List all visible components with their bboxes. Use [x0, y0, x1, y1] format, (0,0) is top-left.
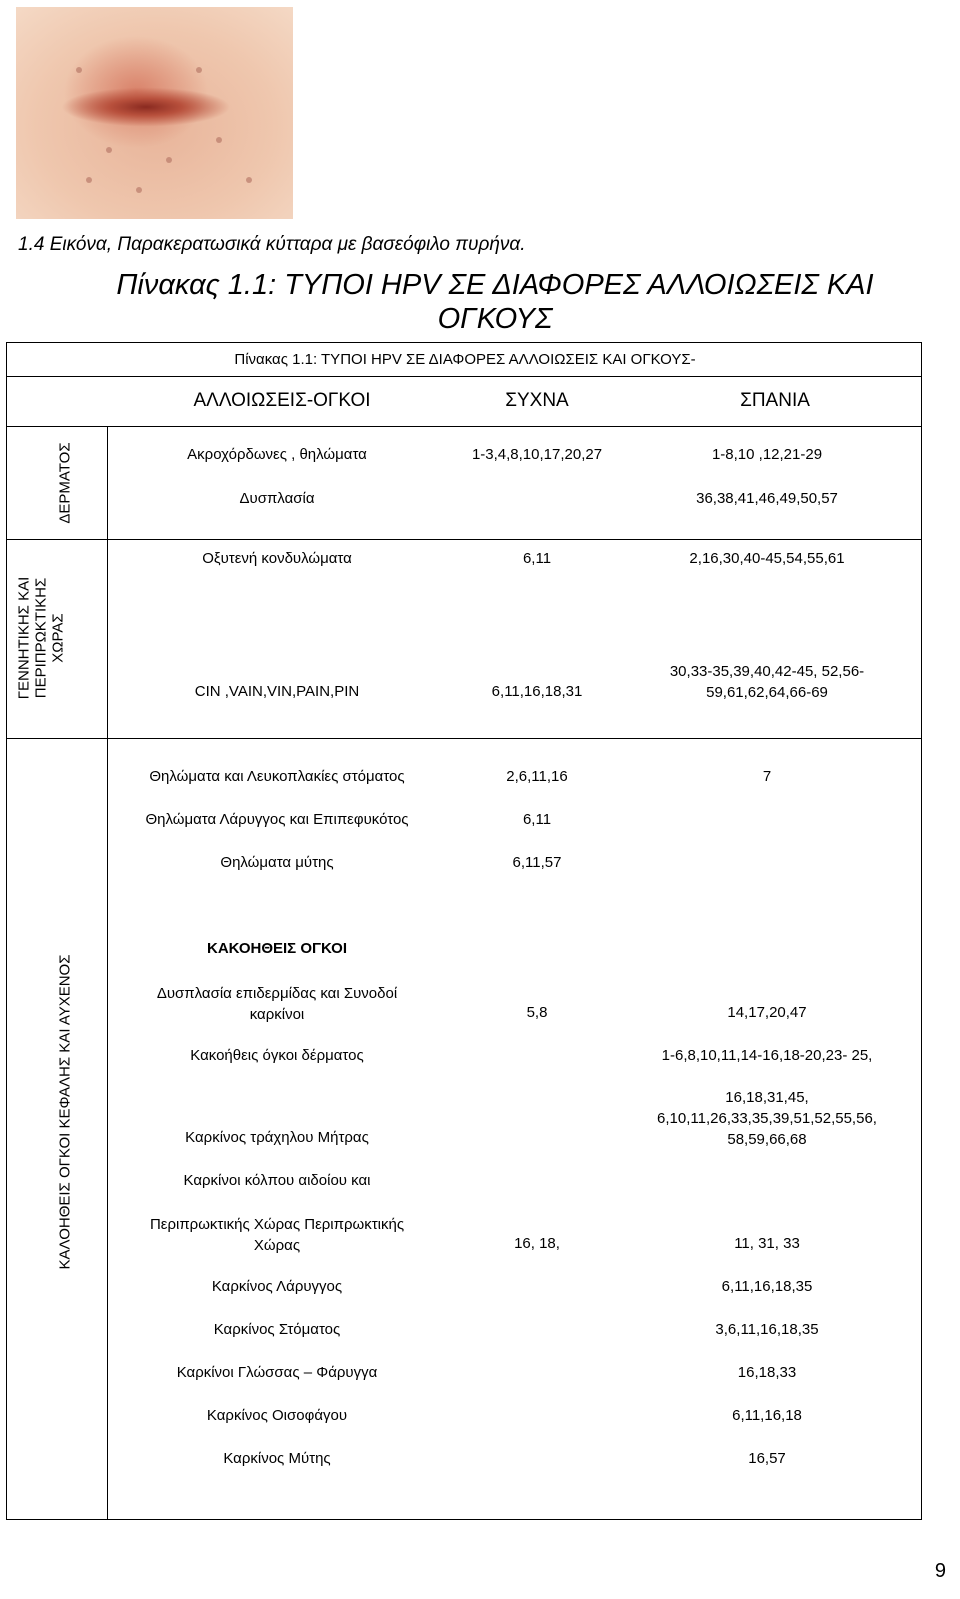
- common-cin: 6,11,16,18,31: [491, 683, 583, 700]
- rare-warts: 1-8,10 ,12,21-29: [711, 446, 823, 463]
- lesion-tongue-cancer: Καρκίνοι Γλώσσας – Φάρυγγα: [176, 1364, 378, 1381]
- rare-cin: 30,33-35,39,40,42-45, 52,56- 59,61,62,64,66-69: [669, 663, 865, 701]
- lesion-dysplasia: Δυσπλασία: [239, 490, 315, 507]
- group-head-neck: ΚΑΛΟΗΘΕΙΣ ΟΓΚΟΙ ΚΕΦΑΛΗΣ ΚΑΙ ΑΥΧΕΝΟΣ: [56, 954, 74, 1270]
- rare-nose-cancer: 16,57: [748, 1450, 786, 1467]
- rare-mouth-cancer: 3,6,11,16,18,35: [715, 1321, 819, 1338]
- rare-skin-cancer: 1-6,8,10,11,14-16,18-20,23- 25,: [661, 1047, 873, 1064]
- group-skin: ΔΕΡΜΑΤΟΣ: [56, 442, 74, 524]
- rare-oral: 7: [762, 768, 772, 785]
- row-divider: [7, 426, 921, 427]
- rare-condyloma: 2,16,30,40-45,54,55,61: [689, 550, 845, 567]
- page-number: 9: [934, 1560, 946, 1582]
- page-title: [60, 268, 930, 336]
- header-common: ΣΥΧΝΑ: [505, 390, 569, 411]
- lesion-skin-cancer: Κακοήθεις όγκοι δέρματος: [190, 1047, 364, 1064]
- figure-caption: 1.4 Εικόνα, Παρακερατωσικά κύτταρα με βασεόφιλο πυρήνα.: [18, 234, 526, 255]
- skin-lesion-photo: [16, 7, 293, 219]
- lesion-epidermal: Δυσπλασία επιδερμίδας και Συνοδοί καρκίνοι: [156, 985, 398, 1023]
- lesion-condyloma: Οξυτενή κονδυλώματα: [202, 550, 352, 567]
- lesion-larynx-papilloma: Θηλώματα Λάρυγγος και Επιπεφυκότος: [145, 811, 409, 828]
- lesion-cin: CIN ,VAIN,VIN,PAIN,PIN: [194, 683, 360, 700]
- rare-cervix: 16,18,31,45, 6,10,11,26,33,35,39,51,52,55,56, 58,59,66,68: [657, 1089, 877, 1148]
- common-larynx-papilloma: 6,11: [522, 811, 552, 828]
- title-line-1: Πίνακας 1.1: ΤΥΠΟΙ HPV ΣΕ ΔΙΑΦΟΡΕΣ ΑΛΛΟΙΩΣΕΙΣ ΚΑΙ: [116, 269, 874, 301]
- table-caption: Πίνακας 1.1: ΤΥΠΟΙ HPV ΣΕ ΔΙΑΦΟΡΕΣ ΑΛΛΟΙΩΣΕΙΣ ΚΑΙ ΟΓΚΟΥΣ-: [234, 351, 696, 368]
- common-epidermal: 5,8: [526, 1004, 548, 1021]
- header-lesions: ΑΛΛΟΙΩΣΕΙΣ-ΟΓΚΟΙ: [193, 390, 371, 411]
- rare-esophagus-cancer: 6,11,16,18: [732, 1407, 802, 1424]
- lesion-mouth-cancer: Καρκίνος Στόματος: [213, 1321, 341, 1338]
- row-divider: [7, 376, 921, 377]
- title-line-2: ΟΓΚΟΥΣ: [437, 303, 553, 335]
- common-nasal-papilloma: 6,11,57: [512, 854, 562, 871]
- header-rare: ΣΠΑΝΙΑ: [740, 390, 810, 411]
- lesion-nasal-papilloma: Θηλώματα μύτης: [220, 854, 334, 871]
- lesion-esophagus-cancer: Καρκίνος Οισοφάγου: [206, 1407, 348, 1424]
- common-condyloma: 6,11: [522, 550, 552, 567]
- common-oral: 2,6,11,16: [506, 768, 568, 785]
- lesion-oral: Θηλώματα και Λευκοπλακίες στόματος: [149, 768, 405, 785]
- rare-vulva: 11, 31, 33: [734, 1235, 800, 1252]
- column-divider: [107, 426, 108, 1519]
- malignant-header: ΚΑΚΟΗΘΕΙΣ ΟΓΚΟΙ: [207, 940, 347, 957]
- group-genital: ΓΕΝΝΗΤΙΚΗΣ ΚΑΙ ΠΕΡΙΠΡΩΚΤΙΚΗΣ ΧΩΡΑΣ: [15, 576, 67, 700]
- lesion-vulva: Περιπρωκτικής Χώρας Περιπρωκτικής Χώρας: [149, 1216, 405, 1254]
- lesion-nose-cancer: Καρκίνος Μύτης: [223, 1450, 331, 1467]
- lesion-vulva-line1: Καρκίνοι κόλπου αιδοίου και: [183, 1172, 371, 1189]
- lesion-warts: Ακροχόρδωνες , θηλώματα: [187, 446, 367, 463]
- lesion-larynx-cancer: Καρκίνος Λάρυγγος: [211, 1278, 343, 1295]
- rare-epidermal: 14,17,20,47: [727, 1004, 807, 1021]
- rare-dysplasia: 36,38,41,46,49,50,57: [696, 490, 838, 507]
- common-vulva: 16, 18,: [514, 1235, 560, 1252]
- lesion-cervix: Καρκίνος τράχηλου Μήτρας: [185, 1129, 369, 1146]
- rare-larynx-cancer: 6,11,16,18,35: [721, 1278, 813, 1295]
- rare-tongue-cancer: 16,18,33: [737, 1364, 797, 1381]
- row-divider: [7, 539, 921, 540]
- hpv-types-table: [6, 342, 922, 1520]
- row-divider: [7, 738, 921, 739]
- common-warts: 1-3,4,8,10,17,20,27: [471, 446, 603, 463]
